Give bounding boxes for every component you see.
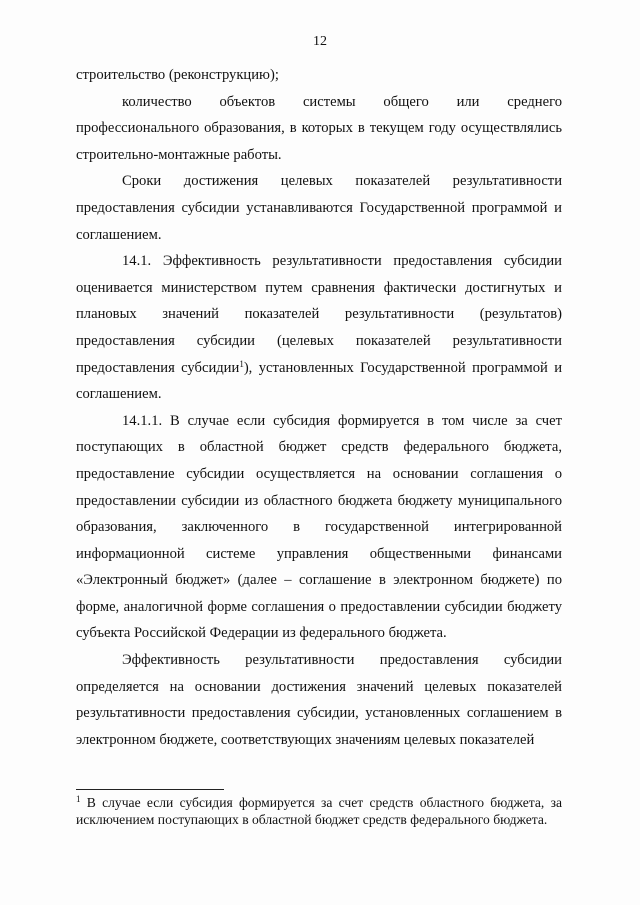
paragraph-14-1-text: 14.1. Эффективность результативности предоставления субсидии оценивается министерством путем сравнения фактически достигнутых и плановых значений показателей результативности (результатов) предоставления субсидии (целевых показателей результативности предоставления субсидии: [76, 253, 562, 376]
footnote-paragraph: [76, 794, 562, 828]
footnote-divider: [76, 789, 224, 790]
footnote-marker: 1: [76, 794, 81, 804]
footnote-text: В случае если субсидия формируется за счет средств областного бюджета, за исключением поступающих в областной бюджет средств федерального бюджета.: [76, 795, 562, 827]
footnote: [76, 794, 562, 828]
body-text: [76, 62, 562, 753]
footnote-reference: 1: [239, 358, 244, 369]
paragraph-object-count: количество объектов системы общего или среднего профессионального образования, в которых в текущем году осуществлялись строительно-монтажные работы.: [76, 93, 562, 163]
paragraph-deadlines: Сроки достижения целевых показателей результативности предоставления субсидии устанавливаются Государственной программой и соглашением.: [76, 173, 562, 243]
paragraph-14-1-1: 14.1.1. В случае если субсидия формируется в том числе за счет поступающих в областной бюджет средств федерального бюджета, предоставление субсидии осуществляется на основании соглашения о предоставлении субсидии из областного бюджета бюджету муниципального образования, заключенного в государственной интегрированной информационной системе управления общественными финансами «Электронный бюджет» (далее – соглашение в электронном бюджете) по форме, аналогичной форме соглашения о предоставлении субсидии бюджету субъекта Российской Федерации из федерального бюджета.: [76, 412, 562, 642]
paragraph-14-1-text-end: ), установленных Государственной программой и соглашением.: [76, 359, 562, 403]
paragraph-14-1: [76, 248, 562, 408]
paragraph-construction: строительство (реконструкцию);: [76, 67, 279, 83]
paragraph-efficiency: Эффективность результативности предоставления субсидии определяется на основании достижения значений целевых показателей результативности предоставления субсидии, установленных соглашением в электронном бюджете, соответствующих значениям целевых показателей: [76, 652, 562, 748]
page-number: 12: [313, 34, 327, 49]
